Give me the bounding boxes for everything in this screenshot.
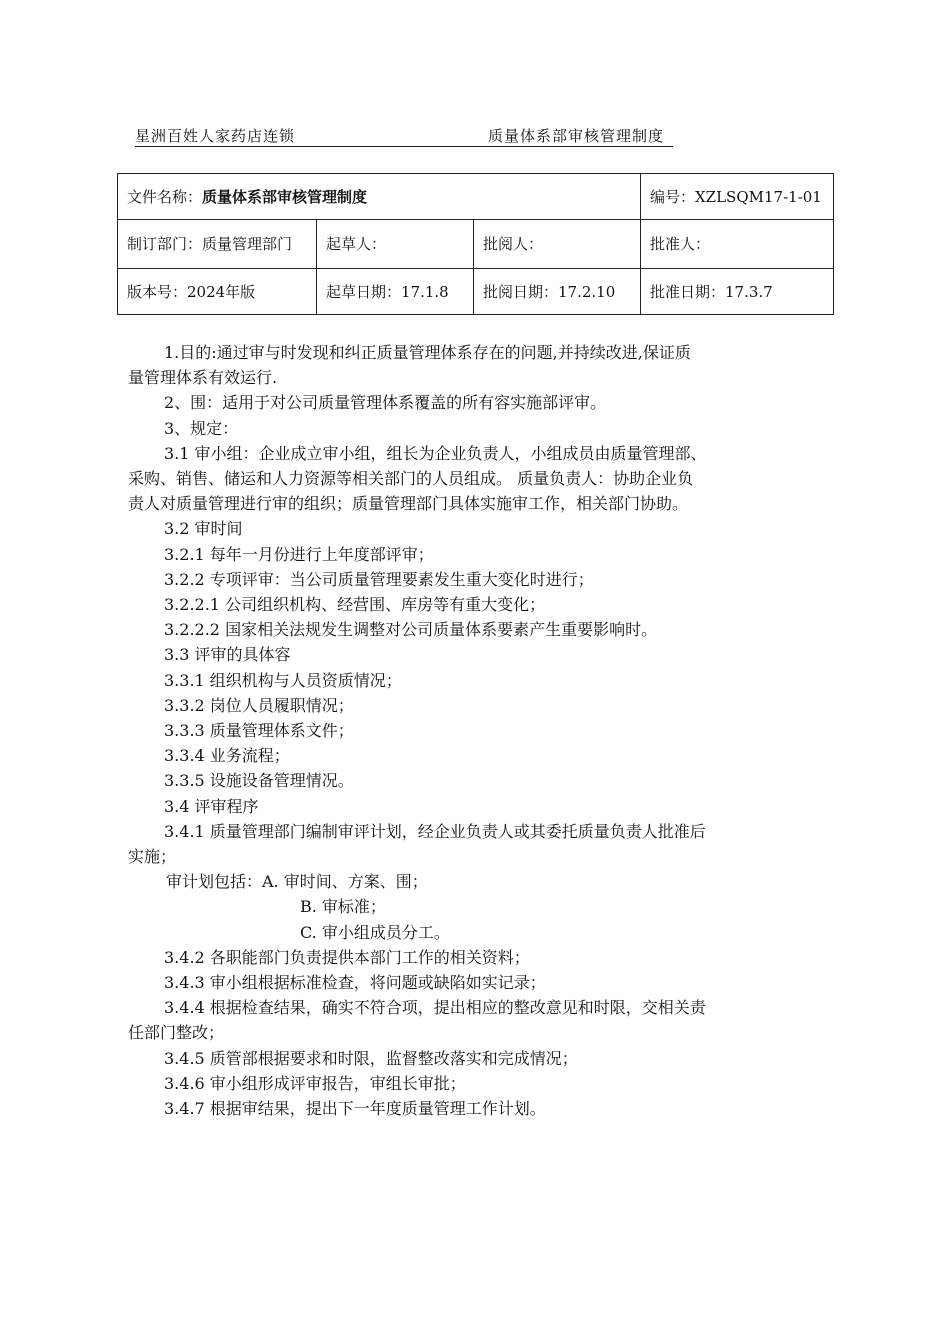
- body-line: 3.2.2 专项评审：当公司质量管理要素发生重大变化时进行；: [164, 569, 594, 589]
- version-cell: 版本号：2024年版: [118, 269, 317, 315]
- info-row-people: [118, 220, 834, 269]
- header-doc-title: 质量体系部审核管理制度: [488, 127, 665, 145]
- body-line: 3.3.1 组织机构与人员资质情况；: [164, 670, 402, 690]
- body-line: 3.1 审小组：企业成立审小组，组长为企业负责人，小组成员由质量管理部、: [164, 443, 707, 463]
- body-line: 3.4.3 审小组根据标准检查，将问题或缺陷如实记录；: [164, 973, 546, 993]
- body-line: 任部门整改；: [128, 1023, 225, 1043]
- review-date-cell: 批阅日期：17.2.10: [474, 269, 641, 315]
- body-line: 3.2.2.1 公司组织机构、经营围、库房等有重大变化；: [164, 595, 546, 615]
- body-line: 3.3.4 业务流程；: [164, 746, 290, 766]
- body-line: 3.4.4 根据检查结果，确实不符合项，提出相应的整改意见和时限，交相关责: [164, 998, 706, 1018]
- document-number: 编号：XZLSQM17-1-01: [641, 174, 834, 220]
- body-line: 3、规定：: [164, 418, 239, 438]
- file-name-label: 文件名称：: [127, 187, 203, 206]
- info-row-file: [118, 174, 834, 220]
- document-body: [128, 340, 828, 1121]
- body-line: 1.目的:通过审与时发现和纠正质量管理体系存在的问题,并持续改进,保证质: [164, 343, 691, 362]
- body-line: 3.2.1 每年一月份进行上年度部评审；: [164, 544, 434, 564]
- body-line: C. 审小组成员分工。: [300, 922, 450, 942]
- body-line: 量管理体系有效运行.: [128, 368, 278, 388]
- info-row-dates: [118, 269, 834, 315]
- approve-date-cell: 批准日期：17.3.7: [641, 269, 834, 315]
- body-line: 3.3.2 岗位人员履职情况；: [164, 695, 354, 715]
- body-line: 3.4 评审程序: [164, 796, 259, 816]
- body-line: 审计划包括：A. 审时间、方案、围；: [166, 872, 428, 892]
- department-cell: 制订部门：质量管理部门: [118, 220, 317, 269]
- body-line: 3.4.2 各职能部门负责提供本部门工作的相关资料；: [164, 947, 530, 967]
- body-line: 3.3.5 设施设备管理情况。: [164, 771, 354, 791]
- body-line: 2、围：适用于对公司质量管理体系覆盖的所有容实施部评审。: [164, 393, 607, 413]
- document-info-table: [117, 173, 834, 315]
- body-line: 3.3.3 质量管理体系文件；: [164, 721, 354, 741]
- body-line: B. 审标准；: [300, 897, 386, 917]
- body-line: 3.4.5 质管部根据要求和时限，监督整改落实和完成情况；: [164, 1048, 578, 1068]
- file-name-value: 质量体系部审核管理制度: [202, 187, 368, 206]
- approver-cell: 批准人：: [641, 220, 834, 269]
- body-line: 实施；: [128, 847, 177, 867]
- body-line: 3.2 审时间: [164, 519, 243, 539]
- reviewer-cell: 批阅人：: [474, 220, 641, 269]
- draft-date-cell: 起草日期：17.1.8: [317, 269, 474, 315]
- body-line: 3.2.2.2 国家相关法规发生调整对公司质量体系要素产生重要影响时。: [164, 620, 658, 640]
- page-header: [135, 126, 673, 147]
- body-line: 3.3 评审的具体容: [164, 645, 291, 665]
- body-line: 责人对质量管理进行审的组织；质量管理部门具体实施审工作，相关部门协助。: [128, 494, 689, 514]
- body-line: 采购、销售、储运和人力资源等相关部门的人员组成。 质量负责人：协助企业负: [128, 469, 694, 489]
- body-line: 3.4.1 质量管理部门编制审评计划，经企业负责人或其委托质量负责人批准后: [164, 821, 706, 841]
- body-line: 3.4.7 根据审结果，提出下一年度质量管理工作计划。: [164, 1099, 546, 1119]
- company-name: 星洲百姓人家药店连锁: [135, 127, 296, 145]
- body-line: 3.4.6 审小组形成评审报告，审组长审批；: [164, 1073, 466, 1093]
- drafter-cell: 起草人：: [317, 220, 474, 269]
- file-name-cell: [118, 174, 641, 220]
